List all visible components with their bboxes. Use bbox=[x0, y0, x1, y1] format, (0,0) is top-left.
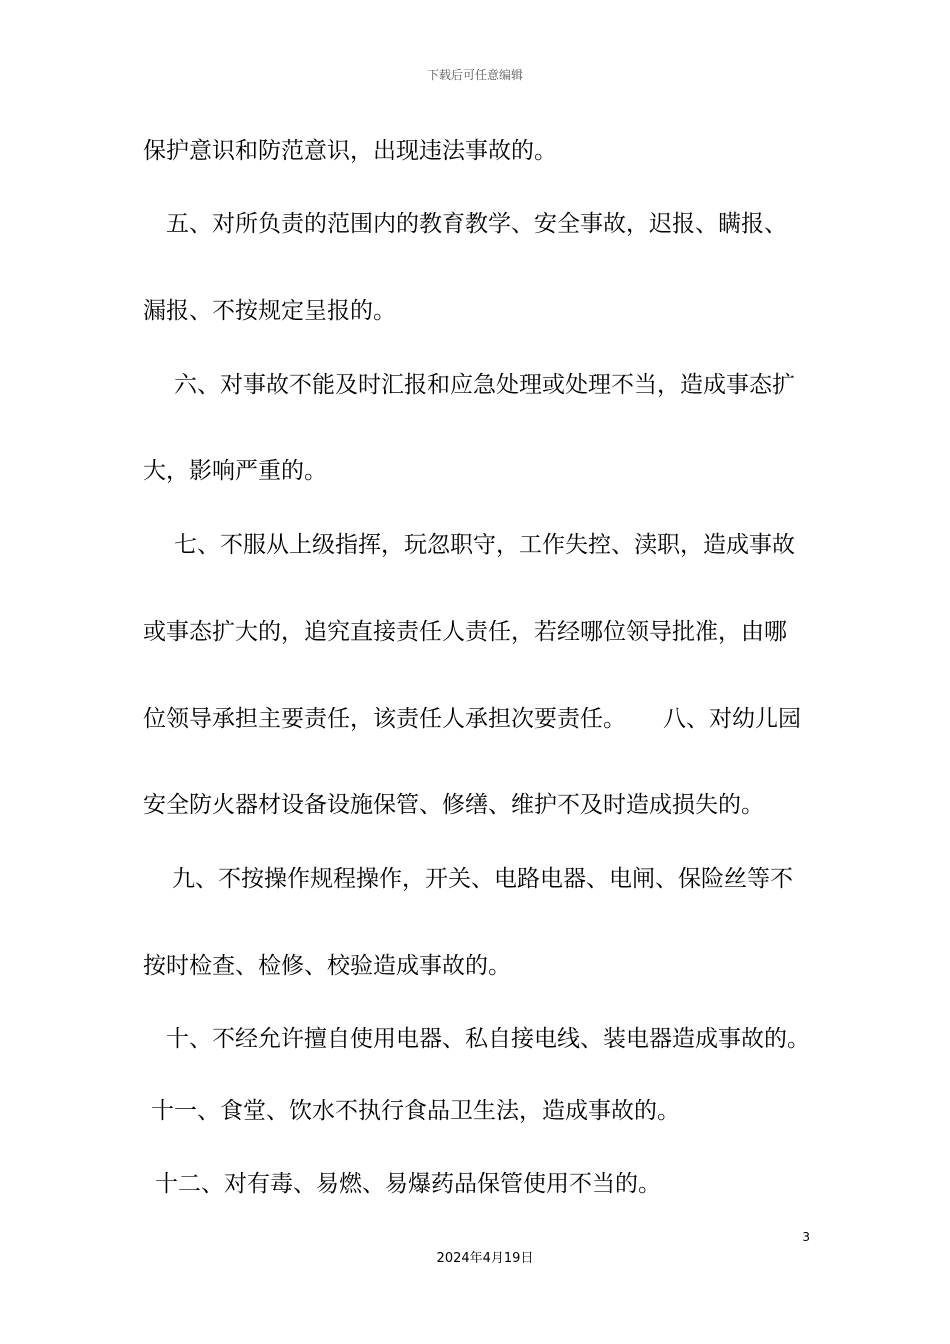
body-line-6: 七、不服从上级指挥，玩忽职守，工作失控、渎职，造成事故 bbox=[174, 532, 795, 558]
body-line-8: 位领导承担主要责任，该责任人承担次要责任。 bbox=[143, 706, 626, 732]
page-number: 3 bbox=[802, 1230, 810, 1244]
footer-date: 2024年4月19日 bbox=[436, 1251, 534, 1266]
body-line-8b: 八、对幼儿园 bbox=[663, 706, 801, 732]
body-line-14: 十二、对有毒、易燃、易爆药品保管使用不当的。 bbox=[155, 1171, 661, 1197]
body-line-1: 保护意识和防范意识，出现违法事故的。 bbox=[143, 138, 557, 164]
body-line-7: 或事态扩大的，追究直接责任人责任，若经哪位领导批准，由哪 bbox=[143, 619, 787, 645]
body-line-10: 九、不按操作规程操作，开关、电路电器、电闸、保险丝等不 bbox=[172, 866, 793, 892]
body-line-4: 六、对事故不能及时汇报和应急处理或处理不当，造成事态扩 bbox=[174, 372, 795, 398]
body-line-3: 漏报、不按规定呈报的。 bbox=[143, 298, 396, 324]
page-header: 下载后可任意编辑 bbox=[426, 68, 523, 82]
body-line-5: 大，影响严重的。 bbox=[143, 458, 327, 484]
body-line-13: 十一、食堂、饮水不执行食品卫生法，造成事故的。 bbox=[151, 1098, 680, 1124]
body-line-12: 十、不经允许擅自使用电器、私自接电线、装电器造成事故的。 bbox=[166, 1026, 810, 1052]
body-line-9: 安全防火器材设备设施保管、修缮、维护不及时造成损失的。 bbox=[143, 792, 764, 818]
body-line-11: 按时检查、检修、校验造成事故的。 bbox=[143, 953, 511, 979]
body-line-2: 五、对所负责的范围内的教育教学、安全事故，迟报、瞒报、 bbox=[166, 211, 787, 237]
